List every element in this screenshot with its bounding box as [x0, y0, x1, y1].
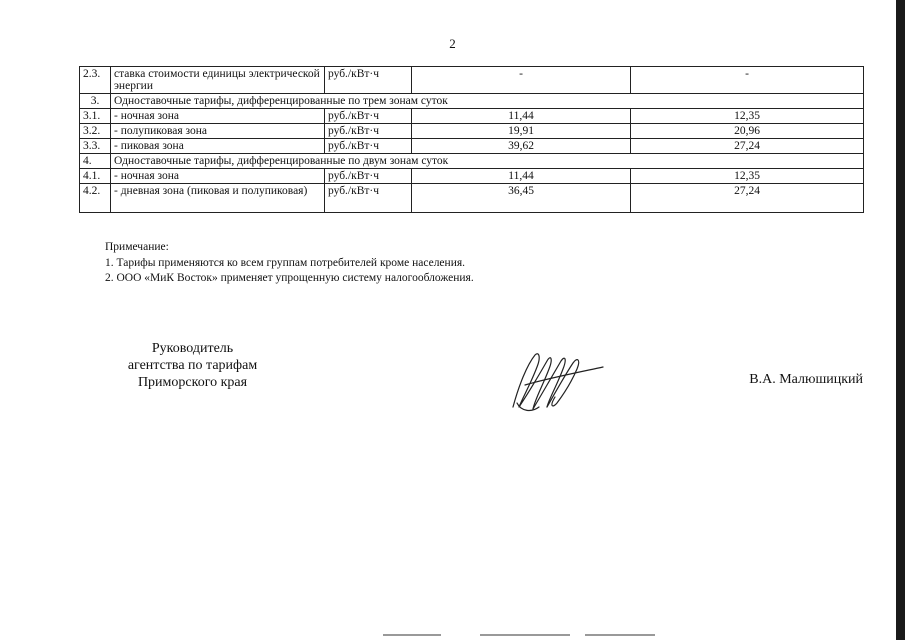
row-number: 4.1. [80, 169, 111, 184]
scan-artifact [383, 634, 441, 636]
section-number: 4. [80, 154, 111, 169]
value-cell-1: 11,44 [412, 109, 631, 124]
table-row [80, 139, 864, 154]
signer-title-line: Руководитель [151, 341, 234, 356]
signer-name: В.А. Малюшицкий [749, 372, 863, 387]
value-cell-1: 11,44 [412, 169, 631, 184]
row-number: 4.2. [80, 184, 111, 213]
row-number: 2.3. [80, 67, 111, 94]
row-name: - полупиковая зона [111, 124, 325, 139]
row-name: - пиковая зона [111, 139, 325, 154]
value-cell-2: 12,35 [631, 109, 864, 124]
table-row [80, 184, 864, 213]
row-name: - ночная зона [111, 109, 325, 124]
signer-position [85, 340, 300, 391]
value-cell-1: - [412, 67, 631, 94]
value-cell-2: 27,24 [631, 139, 864, 154]
row-unit: руб./кВт·ч [325, 109, 412, 124]
notes-heading: Примечание: [105, 241, 169, 253]
signer-title-line: Приморского края [137, 375, 248, 390]
row-unit: руб./кВт·ч [325, 169, 412, 184]
row-unit: руб./кВт·ч [325, 184, 412, 213]
table-row [80, 169, 864, 184]
note-item: 2. ООО «МиК Восток» применяет упрощенную систему налогообложения. [105, 272, 474, 284]
row-number: 3.2. [80, 124, 111, 139]
value-cell-2: - [631, 67, 864, 94]
page-number: 2 [449, 36, 456, 51]
value-cell-2: 27,24 [631, 184, 864, 213]
section-title: Одноставочные тарифы, дифференцированные по трем зонам суток [111, 94, 864, 109]
table-row [80, 67, 864, 94]
row-name: - ночная зона [111, 169, 325, 184]
table-row [80, 109, 864, 124]
value-cell-2: 12,35 [631, 169, 864, 184]
scan-artifact [480, 634, 570, 636]
row-number: 3.3. [80, 139, 111, 154]
row-name: - дневная зона (пиковая и полупиковая) [111, 184, 325, 213]
row-name: ставка стоимости единицы электрической энергии [111, 67, 325, 94]
handwritten-signature [505, 345, 615, 420]
table-row [80, 124, 864, 139]
scan-edge [896, 0, 905, 640]
notes-block [105, 240, 474, 287]
section-row [80, 94, 864, 109]
note-item: 1. Тарифы применяются ко всем группам потребителей кроме населения. [105, 256, 466, 269]
row-unit: руб./кВт·ч [325, 67, 412, 94]
section-title: Одноставочные тарифы, дифференцированные по двум зонам суток [111, 154, 864, 169]
tariff-table [79, 66, 864, 213]
value-cell-1: 19,91 [412, 124, 631, 139]
value-cell-2: 20,96 [631, 124, 864, 139]
signer-title-line: агентства по тарифам [127, 358, 258, 373]
row-unit: руб./кВт·ч [325, 139, 412, 154]
scan-artifact [585, 634, 655, 636]
value-cell-1: 39,62 [412, 139, 631, 154]
section-row [80, 154, 864, 169]
value-cell-1: 36,45 [412, 184, 631, 213]
row-number: 3.1. [80, 109, 111, 124]
section-number: 3. [80, 94, 111, 109]
row-unit: руб./кВт·ч [325, 124, 412, 139]
